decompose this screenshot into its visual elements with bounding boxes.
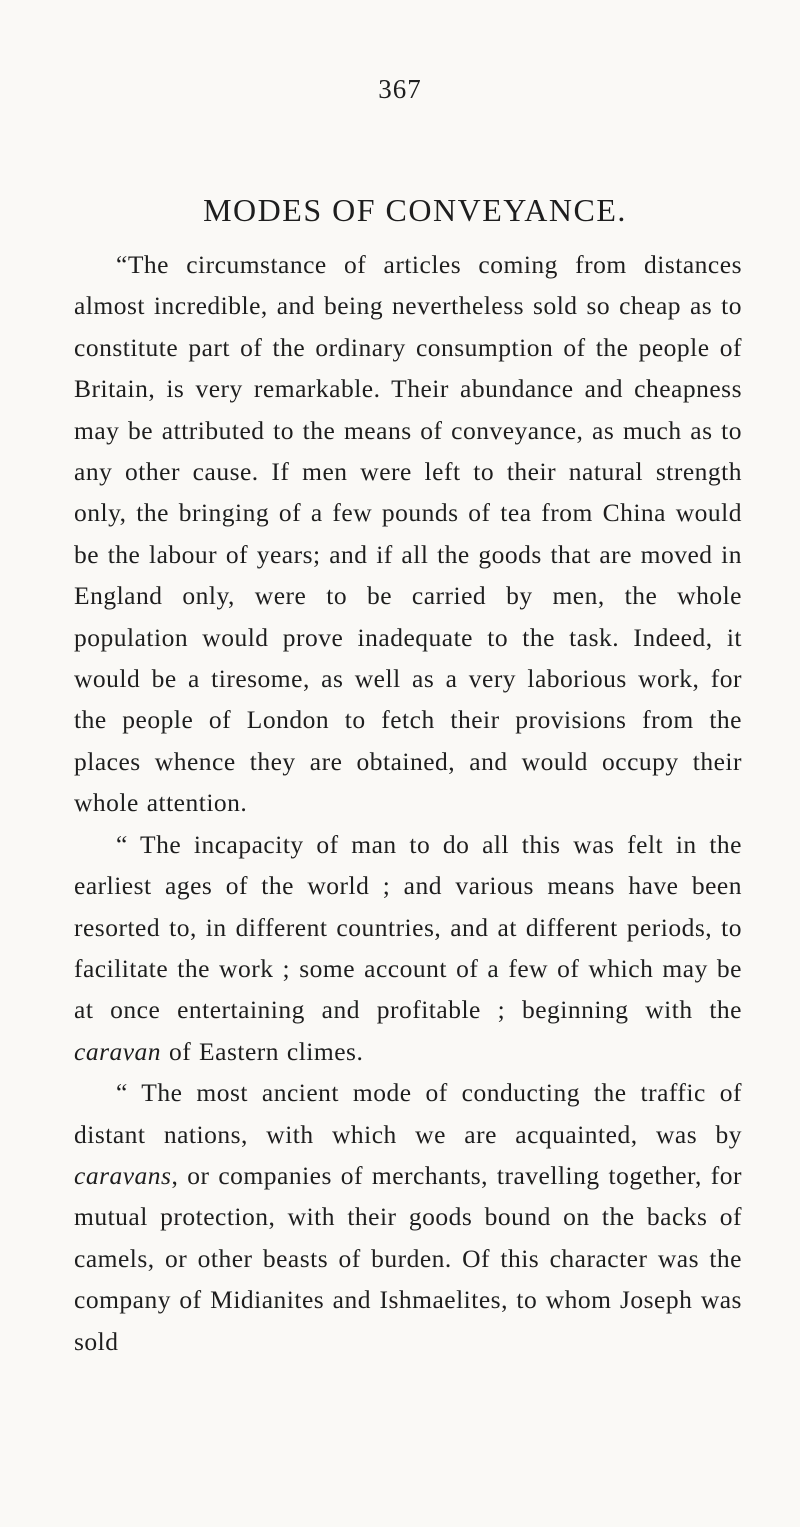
paragraph (74, 824, 742, 1072)
italic-term: caravan (74, 1036, 162, 1066)
paragraph (74, 244, 742, 824)
text-run: “ The incapacity of man to do all this was felt in the earliest ages of the world ; and various means have been resorted to, in different countries, and at different periods, to facilitate the work ; some account of a few of which may be at once entertaining and profitable ; beginning with the (74, 829, 742, 1025)
paragraph (74, 1072, 742, 1362)
chapter-heading: MODES OF CONVEYANCE. (203, 192, 627, 228)
text-run: “The circumstance of articles coming from distances almost incredible, and being nevertheless sold so cheap as to constitute part of the ordinary consumption of the people of Britain, is very remarkable. Their abundance and cheapness may be attributed to the means of conveyance, as much as to any other cause. If men were left to their natural strength only, the bringing of a few pounds of tea from China would be the labour of years; and if all the goods that are moved in England only, were to be carried by men, the whole population would prove inadequate to the task. Indeed, it would be a tiresome, as well as a very laborious work, for the people of London to fetch their provisions from the places whence they are obtained, and would occupy their whole attention. (74, 250, 742, 818)
italic-term: caravans (74, 1160, 172, 1190)
page-number: 367 (378, 74, 422, 104)
text-run: “ The most ancient mode of conducting the traffic of distant nations, with which we are acquainted, was by (74, 1078, 742, 1149)
text-run: of Eastern climes. (161, 1036, 364, 1066)
body-text (74, 244, 742, 1362)
text-run: , or companies of merchants, travelling together, for mutual protection, with their goods bound on the backs of camels, or other beasts of burden. Of this character was the company of Midianites and Ishmaelites, to whom Joseph was sold (74, 1160, 742, 1356)
